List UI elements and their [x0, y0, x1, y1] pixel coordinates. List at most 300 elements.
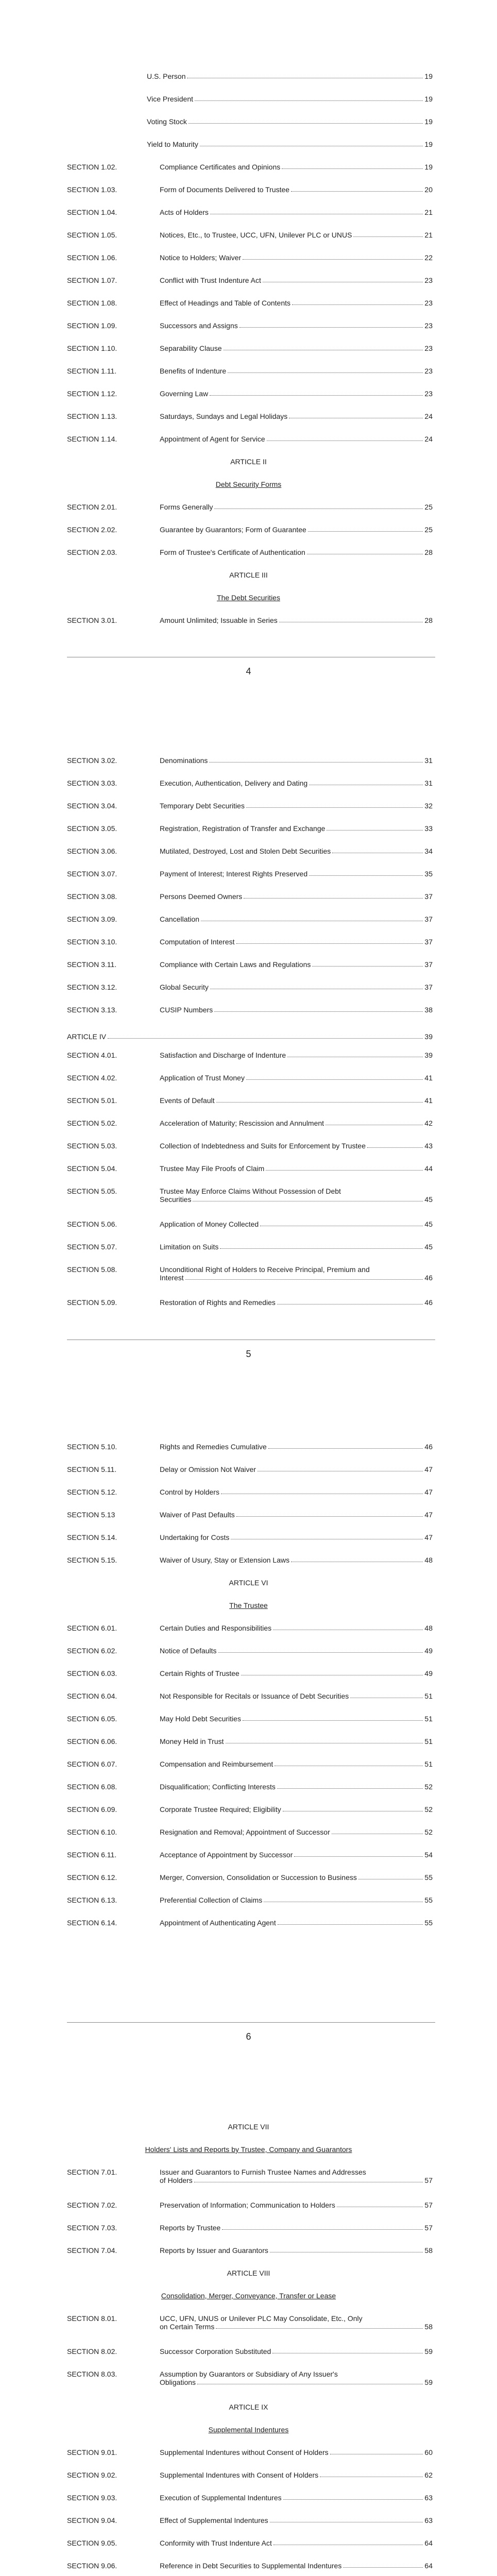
entry-page: 39 [424, 1051, 433, 1059]
section-number: SECTION 9.02. [67, 2471, 117, 2479]
toc-row [0, 1737, 497, 1750]
dot-leader [282, 168, 423, 169]
section-number: SECTION 6.01. [67, 1624, 117, 1632]
toc-row [0, 503, 497, 515]
entry-page: 63 [424, 2516, 433, 2524]
article-heading [0, 2403, 497, 2415]
entry-title: Events of Default [160, 1096, 215, 1105]
article-subheading [0, 480, 497, 493]
entry-page: 55 [424, 1919, 433, 1927]
entry-page: 48 [424, 1624, 433, 1632]
toc-row [0, 1465, 497, 1478]
entry-page: 21 [424, 231, 433, 239]
entry-page: 37 [424, 938, 433, 946]
toc-entry-title [147, 72, 433, 80]
section-number: SECTION 6.07. [67, 1760, 117, 1768]
section-number: SECTION 6.09. [67, 1805, 117, 1814]
section-number: SECTION 6.03. [67, 1669, 117, 1677]
entry-page: 46 [424, 1274, 433, 1282]
section-number: SECTION 6.14. [67, 1919, 117, 1927]
toc-entry-title [160, 412, 433, 420]
section-number: SECTION 5.02. [67, 1119, 117, 1127]
entry-title-cont: Securities [160, 1195, 192, 1204]
entry-page: 23 [424, 367, 433, 375]
dot-leader [353, 236, 423, 237]
toc-entry-title [160, 1074, 433, 1082]
entry-page: 47 [424, 1533, 433, 1541]
toc-entry-title [160, 1006, 433, 1014]
toc-row [0, 1164, 497, 1177]
entry-page: 60 [424, 2448, 433, 2456]
toc-entry-title [160, 2471, 433, 2479]
entry-page: 47 [424, 1511, 433, 1519]
entry-title: Reference in Debt Securities to Supplemental Indentures [160, 2562, 342, 2570]
toc-entry-title [160, 2201, 433, 2209]
toc-entry-title [160, 1760, 433, 1768]
toc-row [0, 548, 497, 561]
entry-title-cont: Interest [160, 1274, 184, 1282]
entry-title: Not Responsible for Recitals or Issuance of Debt Securities [160, 1692, 349, 1700]
toc-row [0, 344, 497, 357]
section-number: SECTION 5.11. [67, 1465, 117, 1473]
dot-leader [327, 830, 423, 831]
entry-page: 23 [424, 276, 433, 284]
article-subheading [0, 1601, 497, 1614]
toc-row [0, 253, 497, 266]
toc-entry-title [160, 1298, 433, 1307]
article-heading-text: ARTICLE II [230, 457, 267, 466]
entry-title: Effect of Supplemental Indentures [160, 2516, 268, 2524]
toc-row [0, 367, 497, 379]
entry-page: 37 [424, 983, 433, 991]
entry-title: Resignation and Removal; Appointment of Successor [160, 1828, 330, 1836]
entry-page: 41 [424, 1074, 433, 1082]
toc-row [0, 2494, 497, 2506]
entry-page: 23 [424, 344, 433, 352]
section-number: SECTION 9.01. [67, 2448, 117, 2456]
entry-page: 58 [424, 2246, 433, 2255]
section-number: SECTION 8.03. [67, 2370, 117, 2378]
toc-row [0, 1187, 497, 1210]
toc-row [0, 1511, 497, 1523]
entry-page: 64 [424, 2539, 433, 2547]
entry-title: Supplemental Indentures with Consent of Holders [160, 2471, 319, 2479]
entry-page: 55 [424, 1896, 433, 1904]
article-heading-text: ARTICLE VI [229, 1579, 268, 1587]
entry-page: 20 [424, 185, 433, 194]
section-number: SECTION 1.13. [67, 412, 117, 420]
article-subheading [0, 2145, 497, 2158]
section-number: SECTION 1.10. [67, 344, 117, 352]
entry-page: 49 [424, 1669, 433, 1677]
dot-leader [294, 1856, 423, 1857]
entry-title: Application of Money Collected [160, 1220, 259, 1228]
toc-row [0, 412, 497, 425]
toc-entry-title [160, 2448, 433, 2456]
entry-page: 64 [424, 2562, 433, 2570]
entry-title: Acceleration of Maturity; Rescission and Annulment [160, 1119, 324, 1127]
toc-row [0, 1243, 497, 1255]
section-number: SECTION 5.09. [67, 1298, 117, 1307]
toc-entry-title [160, 1669, 433, 1677]
entry-page: 45 [424, 1195, 433, 1204]
entry-page: 23 [424, 321, 433, 330]
toc-entry-title [160, 915, 433, 923]
section-number: SECTION 7.01. [67, 2168, 117, 2176]
entry-title-line2 [160, 1195, 433, 1204]
entry-page: 19 [424, 117, 433, 126]
entry-title: Payment of Interest; Interest Rights Preserved [160, 870, 308, 878]
dot-leader [108, 1038, 423, 1039]
section-number: SECTION 6.12. [67, 1873, 117, 1882]
entry-title: Effect of Headings and Table of Contents [160, 299, 290, 307]
toc-entry-title [160, 847, 433, 855]
toc-entry-title [160, 503, 433, 511]
entry-title-cont: on Certain Terms [160, 2323, 215, 2331]
entry-page: 38 [424, 1006, 433, 1014]
entry-page: 19 [424, 72, 433, 80]
entry-page: 23 [424, 389, 433, 398]
page-number: 5 [246, 1349, 251, 1359]
entry-page: 57 [424, 2176, 433, 2184]
toc-entry-title [160, 208, 433, 216]
section-number: SECTION 6.04. [67, 1692, 117, 1700]
toc-entry-title [160, 870, 433, 878]
section-number: SECTION 6.02. [67, 1647, 117, 1655]
toc-row [0, 208, 497, 221]
toc-entry-title [160, 1896, 433, 1904]
entry-page: 52 [424, 1828, 433, 1836]
dot-leader [216, 1102, 423, 1103]
entry-title: Conformity with Trust Indenture Act [160, 2539, 272, 2547]
toc-entry-title [160, 1715, 433, 1723]
section-number: SECTION 3.04. [67, 802, 117, 810]
section-number: SECTION 3.08. [67, 892, 117, 901]
toc-row [0, 1142, 497, 1154]
section-number: SECTION 3.03. [67, 779, 117, 787]
toc-entry-title [160, 1647, 433, 1655]
entry-title: Benefits of Indenture [160, 367, 227, 375]
toc-row [0, 321, 497, 334]
toc-row [0, 983, 497, 995]
toc-entry-title [160, 321, 433, 330]
entry-page: 39 [424, 1032, 433, 1041]
entry-title: Reports by Trustee [160, 2224, 221, 2232]
toc-entry-title [160, 2224, 433, 2232]
dot-leader [283, 2499, 423, 2500]
toc-row [0, 1896, 497, 1908]
entry-title: Certain Rights of Trustee [160, 1669, 239, 1677]
toc-entry-title [160, 2562, 433, 2570]
toc-row [0, 2471, 497, 2483]
toc-row [0, 2370, 497, 2393]
section-number: SECTION 2.02. [67, 526, 117, 534]
toc-row [0, 299, 497, 311]
entry-page: 25 [424, 526, 433, 534]
entry-page: 19 [424, 163, 433, 171]
entry-page: 37 [424, 960, 433, 969]
dot-leader [244, 898, 423, 899]
entry-page: 63 [424, 2494, 433, 2502]
section-number: SECTION 3.10. [67, 938, 117, 946]
entry-title: Separability Clause [160, 344, 222, 352]
entry-page: 51 [424, 1692, 433, 1700]
dot-leader [218, 1652, 423, 1653]
toc-subentry [0, 72, 497, 84]
section-number: SECTION 9.04. [67, 2516, 117, 2524]
dot-leader [343, 2567, 423, 2568]
section-number: SECTION 6.08. [67, 1783, 117, 1791]
entry-title: Conflict with Trust Indenture Act [160, 276, 261, 284]
dot-leader [367, 1147, 423, 1148]
article-subheading-text: The Debt Securities [217, 594, 280, 602]
article-subheading-text: Debt Security Forms [215, 480, 282, 488]
toc-entry-title [160, 299, 433, 307]
section-number: SECTION 5.01. [67, 1096, 117, 1105]
entry-title: Compliance Certificates and Opinions [160, 163, 281, 171]
dot-leader [309, 875, 423, 876]
entry-title: Successor Corporation Substituted [160, 2347, 271, 2355]
section-number: SECTION 3.12. [67, 983, 117, 991]
entry-title: Undertaking for Costs [160, 1533, 230, 1541]
section-number: SECTION 1.07. [67, 276, 117, 284]
entry-page: 62 [424, 2471, 433, 2479]
toc-entry-title [160, 1220, 433, 1228]
section-number: SECTION 1.06. [67, 253, 117, 262]
entry-title-line1: Issuer and Guarantors to Furnish Trustee Names and Addresses [160, 2168, 366, 2176]
toc-row [0, 163, 497, 175]
article-subheading-text: The Trustee [229, 1601, 268, 1609]
section-number: SECTION 5.05. [67, 1187, 117, 1195]
entry-page: 59 [424, 2378, 433, 2386]
entry-page: 51 [424, 1760, 433, 1768]
entry-title-line2 [160, 2378, 433, 2386]
entry-page: 59 [424, 2347, 433, 2355]
article-subheading [0, 2292, 497, 2304]
entry-title: Acts of Holders [160, 208, 209, 216]
article-heading [0, 571, 497, 583]
dot-leader [185, 1279, 423, 1280]
entry-title: Corporate Trustee Required; Eligibility [160, 1805, 281, 1814]
entry-title-line1: UCC, UFN, UNUS or Unilever PLC May Consolidate, Etc., Only [160, 2314, 363, 2323]
toc-row [0, 526, 497, 538]
toc-row [0, 1443, 497, 1455]
page-number: 6 [246, 2031, 251, 2042]
entry-title: Forms Generally [160, 503, 213, 511]
article-subheading [0, 594, 497, 606]
section-number: SECTION 3.09. [67, 915, 117, 923]
entry-title: Limitation on Suits [160, 1243, 219, 1251]
entry-title: Compensation and Reimbursement [160, 1760, 273, 1768]
entry-page: 19 [424, 95, 433, 103]
article-heading-text: ARTICLE VII [228, 2123, 269, 2131]
entry-page: 33 [424, 824, 433, 833]
entry-title-line2 [160, 2323, 433, 2331]
toc-row [0, 1715, 497, 1727]
entry-title: Trustee May File Proofs of Claim [160, 1164, 265, 1173]
entry-title-line2 [160, 2176, 433, 2184]
article-subheading-text: Consolidation, Merger, Conveyance, Transfer or Lease [161, 2292, 336, 2300]
section-number: SECTION 5.03. [67, 1142, 117, 1150]
section-number: SECTION 5.15. [67, 1556, 117, 1564]
toc-entry-title [160, 1533, 433, 1541]
toc-row [0, 960, 497, 973]
toc-entry-title [160, 389, 433, 398]
toc-entry-title [160, 1919, 433, 1927]
toc-entry-title [160, 2246, 433, 2255]
entry-title: Money Held in Trust [160, 1737, 224, 1745]
entry-page: 52 [424, 1783, 433, 1791]
toc-row [0, 1006, 497, 1018]
entry-title: Supplemental Indentures without Consent of Holders [160, 2448, 329, 2456]
entry-title: Successors and Assigns [160, 321, 238, 330]
section-number: SECTION 8.01. [67, 2314, 117, 2323]
toc-entry-title [160, 779, 433, 787]
dot-leader [243, 1720, 423, 1721]
toc-entry-title [160, 1243, 433, 1251]
section-number: SECTION 1.14. [67, 435, 117, 443]
toc-row [0, 1669, 497, 1682]
dot-leader [239, 327, 423, 328]
section-number: SECTION 3.06. [67, 847, 117, 855]
entry-page: 34 [424, 847, 433, 855]
toc-row [0, 1919, 497, 1931]
entry-title: Registration, Registration of Transfer and Exchange [160, 824, 325, 833]
entry-title-cont: Obligations [160, 2378, 196, 2386]
entry-title: Persons Deemed Owners [160, 892, 243, 901]
entry-title: Computation of Interest [160, 938, 235, 946]
toc-row [0, 2539, 497, 2551]
entry-page: 37 [424, 892, 433, 901]
toc-entry-title [160, 756, 433, 765]
dot-leader [291, 191, 423, 192]
toc-row [0, 2314, 497, 2337]
toc-entry-title [160, 367, 433, 375]
entry-page: 22 [424, 253, 433, 262]
entry-page: 43 [424, 1142, 433, 1150]
toc-row [0, 2246, 497, 2259]
toc-row [0, 2562, 497, 2574]
toc-row [0, 802, 497, 814]
entry-title: Governing Law [160, 389, 209, 398]
dot-leader [277, 1788, 423, 1789]
entry-page: 49 [424, 1647, 433, 1655]
toc-entry-title [160, 1051, 433, 1059]
toc-entry-title [160, 2494, 433, 2502]
toc-row [0, 1220, 497, 1232]
entry-title: Form of Trustee's Certificate of Authentication [160, 548, 305, 556]
toc-entry-title [160, 1488, 433, 1496]
entry-title: Temporary Debt Securities [160, 802, 245, 810]
section-number: SECTION 6.10. [67, 1828, 117, 1836]
toc-entry-title [160, 802, 433, 810]
section-number: SECTION 1.05. [67, 231, 117, 239]
entry-title: Notice to Holders; Waiver [160, 253, 242, 262]
entry-title: Denominations [160, 756, 208, 765]
dot-leader [308, 531, 423, 532]
toc-entry-title [160, 938, 433, 946]
toc-entry-title [160, 1737, 433, 1745]
section-number: SECTION 5.06. [67, 1220, 117, 1228]
entry-title: Control by Holders [160, 1488, 219, 1496]
section-number: SECTION 6.06. [67, 1737, 117, 1745]
toc-row [0, 915, 497, 927]
toc-row [0, 2168, 497, 2191]
toc-row [0, 276, 497, 289]
toc-row [0, 1873, 497, 1886]
entry-title: Guarantee by Guarantors; Form of Guarantee [160, 526, 306, 534]
toc-entry-title [160, 960, 433, 969]
toc-entry-title [160, 1511, 433, 1519]
toc-subentry [0, 95, 497, 107]
toc-entry-title [160, 2347, 433, 2355]
section-number: SECTION 4.02. [67, 1074, 117, 1082]
article-subheading-text: Holders' Lists and Reports by Trustee, Company and Guarantors [145, 2145, 352, 2154]
entry-page: 41 [424, 1096, 433, 1105]
entry-page: 47 [424, 1465, 433, 1473]
toc-row [0, 1119, 497, 1131]
entry-page: 45 [424, 1220, 433, 1228]
dot-leader [214, 1011, 423, 1012]
entry-page: 45 [424, 1243, 433, 1251]
entry-title: Rights and Remedies Cumulative [160, 1443, 267, 1451]
entry-page: 44 [424, 1164, 433, 1173]
entry-page: 28 [424, 616, 433, 624]
section-number: SECTION 6.11. [67, 1851, 117, 1859]
entry-title: Reports by Issuer and Guarantors [160, 2246, 268, 2255]
toc-entry-title [160, 1096, 433, 1105]
section-number: SECTION 3.05. [67, 824, 117, 833]
dot-leader [268, 1448, 423, 1449]
toc-row [0, 1851, 497, 1863]
toc-entry-title [160, 185, 433, 194]
entry-title: Cancellation [160, 915, 200, 923]
dot-leader [216, 2328, 423, 2329]
entry-title-cont: of Holders [160, 2176, 193, 2184]
section-number: SECTION 1.11. [67, 367, 117, 375]
entry-page: 42 [424, 1119, 433, 1127]
section-number: SECTION 9.05. [67, 2539, 117, 2547]
toc-entry-title [160, 1828, 433, 1836]
toc-entry-title [160, 1873, 433, 1882]
entry-title: Voting Stock [147, 117, 187, 126]
section-number: SECTION 5.07. [67, 1243, 117, 1251]
toc-row [0, 2516, 497, 2529]
toc-entry-title [160, 616, 433, 624]
entry-title-line1: Trustee May Enforce Claims Without Possession of Debt [160, 1187, 341, 1195]
section-number: SECTION 5.12. [67, 1488, 117, 1496]
dot-leader [312, 966, 423, 967]
entry-title: Saturdays, Sundays and Legal Holidays [160, 412, 288, 420]
toc-row [0, 389, 497, 402]
entry-title: Notice of Defaults [160, 1647, 217, 1655]
entry-title: Collection of Indebtedness and Suits for Enforcement by Trustee [160, 1142, 366, 1150]
toc-row [0, 435, 497, 447]
entry-title: Appointment of Authenticating Agent [160, 1919, 276, 1927]
entry-page: 47 [424, 1488, 433, 1496]
toc-entry-title [160, 1556, 433, 1564]
toc-entry-title [160, 344, 433, 352]
toc-entry-title [160, 2516, 433, 2524]
page-divider [67, 2022, 435, 2023]
toc-entry-title [160, 276, 433, 284]
toc-entry-title [160, 2539, 433, 2547]
entry-title: Global Security [160, 983, 209, 991]
toc-entry-title [147, 95, 433, 103]
toc-row [0, 2224, 497, 2236]
article-heading [0, 2269, 497, 2281]
section-number: SECTION 5.13 [67, 1511, 115, 1519]
